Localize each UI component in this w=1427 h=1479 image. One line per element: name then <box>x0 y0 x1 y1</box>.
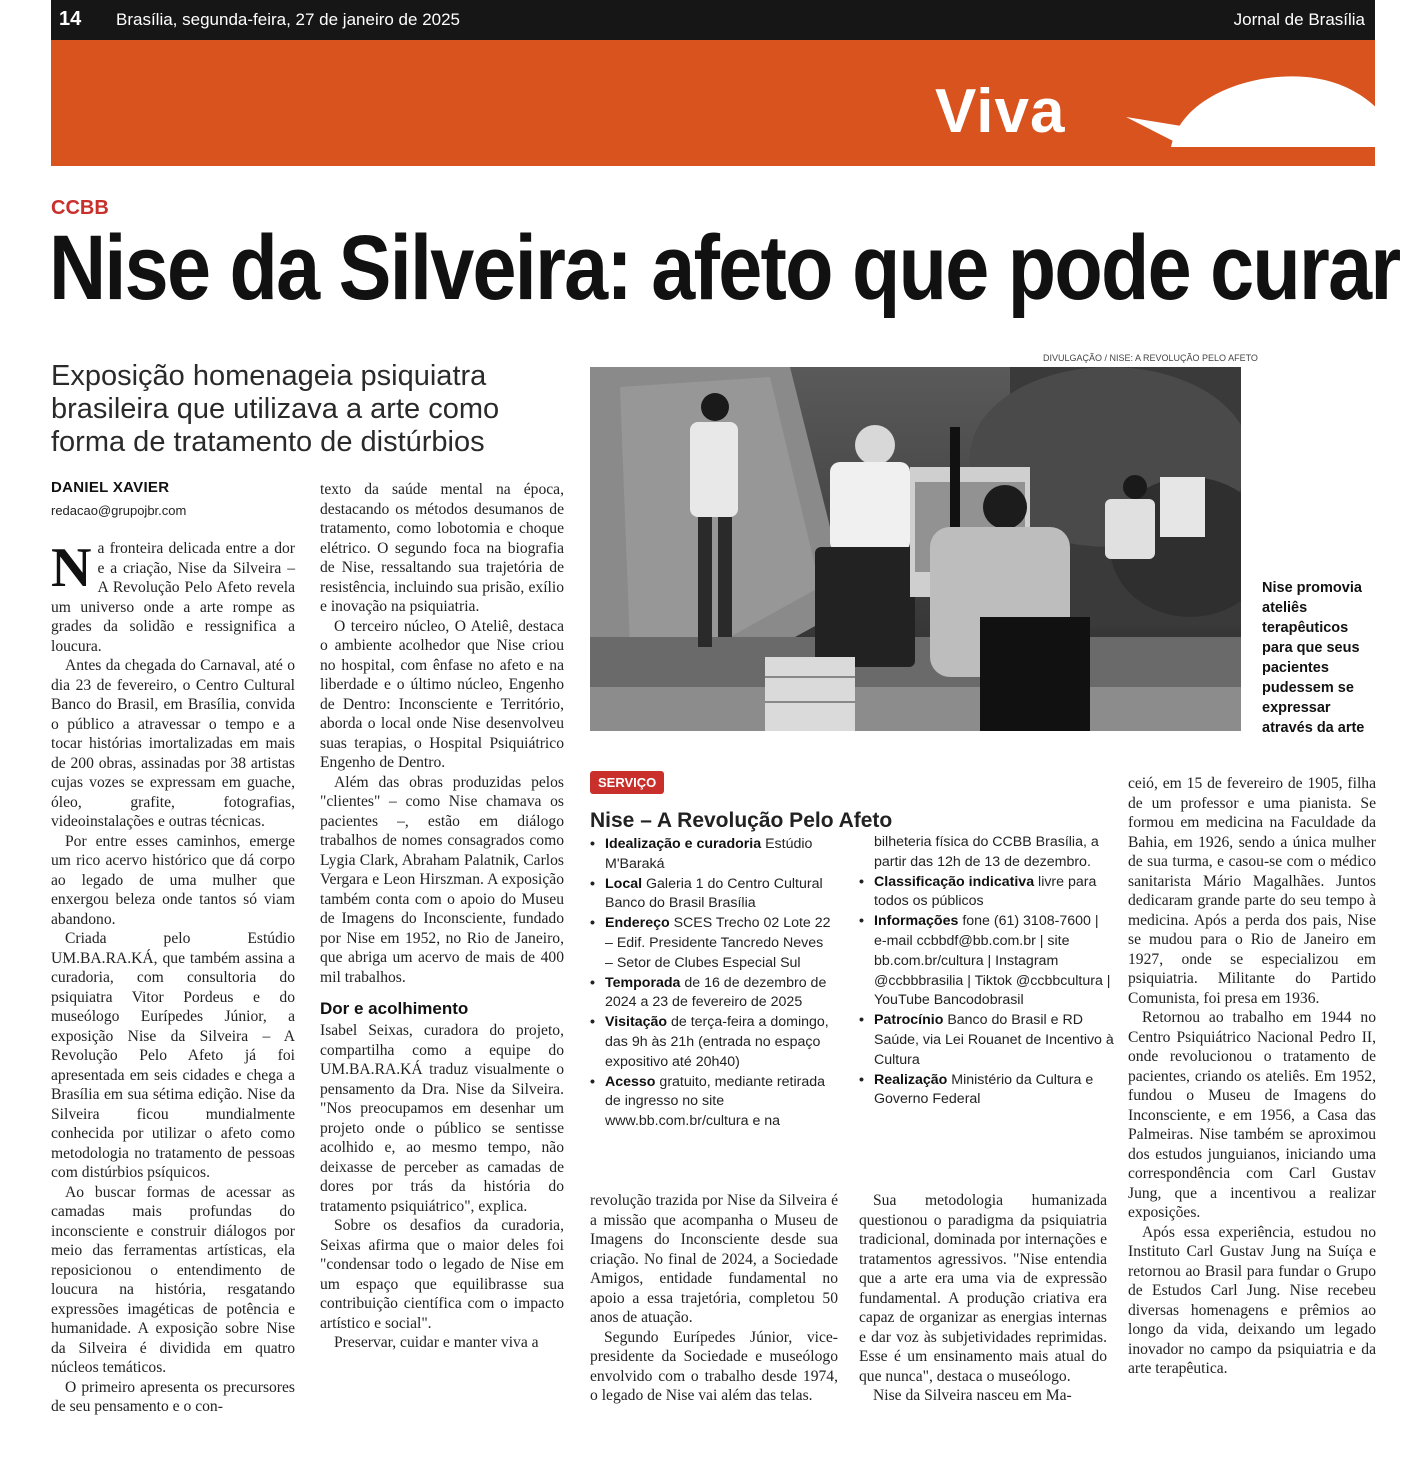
author-email: redacao@grupojbr.com <box>51 503 187 518</box>
servico-item: • Classificação indicativa livre para todos os públicos <box>859 873 1114 913</box>
article-column-3 <box>590 1191 838 1406</box>
newspaper-name: Jornal de Brasília <box>1233 10 1365 29</box>
paragraph: Sobre os desafios da curadoria, Seixas afirma que o maior deles foi "condensar todo o legado de Nise em um espaço que equilibrasse sua contribuição científica com o impacto artístico e social". <box>320 1217 564 1332</box>
paragraph: Além das obras produzidas pelos "clientes" – como Nise chamava os pacientes –, estão em diálogo trabalhos de nomes consagrados como Lygia Clark, Abraham Palatnik, Carlos Vergara e Leon Hirszman. A exposição também conta com o apoio do Museu de Imagens do Inconsciente, fundado por Nise em 1952, no Rio de Janeiro, que abriga um acervo de mais de 400 mil trabalhos. <box>320 773 564 986</box>
subheadline: Exposição homenageia psiquiatra brasileira que utilizava a arte como forma de tratamento de distúrbios <box>51 360 500 458</box>
servico-item: • Endereço SCES Trecho 02 Lote 22 – Edif. Presidente Tancredo Neves – Setor de Clubes Especial Sul <box>590 914 835 973</box>
headline: Nise da Silveira: afeto que pode curar <box>49 217 1400 319</box>
servico-item: • Visitação de terça-feira a domingo, das 9h às 21h (entrada no espaço expositivo até 20h40) <box>590 1013 835 1072</box>
servico-tag: SERVIÇO <box>590 771 664 794</box>
paragraph: texto da saúde mental na época, destacando os métodos desumanos de tratamento, como lobotomia e choque elétrico. O segundo foca na biografia de Nise, ressaltando sua trajetória de resistência, incluindo sua prisão, exílio e inovação na psiquiatria. <box>320 481 564 615</box>
article-column-5 <box>1128 774 1376 1379</box>
paragraph: Criada pelo Estúdio UM.BA.RA.KÁ, que também assina a curadoria, com consultoria do psiquiatra Vitor Pordeus e do museólogo Eurípedes Júnior, a exposição Nise da Silveira – A Revolução Pelo Afeto já foi apresentada em seis cidades e chega a Brasília em sua sétima edição. Nise da Silveira ficou mundialmente conhecida por utilizar o afeto como metodologia no tratamento de pessoas com distúrbios psíquicos. <box>51 930 295 1181</box>
paragraph: Após essa experiência, estudou no Instituto Carl Gustav Jung na Suíça e retornou ao Brasil para fundar o Grupo de Estudos Carl Jung. Nise recebeu diversas homenagens e prêmios ao longo da vida, deixando um legado inovador no campo da psiquiatria e da arte terapêutica. <box>1128 1223 1376 1377</box>
paragraph: Isabel Seixas, curadora do projeto, compartilha como a equipe do UM.BA.RA.KÁ traduz visualmente o pensamento da Dra. Nise da Silveira. "Nos preocupamos em desenhar um projeto onde o público se sentisse acolhido e, ao mesmo tempo, não deixasse de perceber as camadas de dores por trás da história do tratamento psiquiátrico", explica. <box>320 1022 564 1215</box>
servico-item: • Patrocínio Banco do Brasil e RD Saúde, via Lei Rouanet de Incentivo à Cultura <box>859 1011 1114 1070</box>
paragraph: O terceiro núcleo, O Ateliê, destaca o ambiente acolhedor que Nise criou no hospital, com ênfase no afeto e na liberdade e o último núcleo, Engenho de Dentro: Inconsciente e Território, aborda o local onde Nise desenvolveu suas terapias, o Hospital Psiquiátrico Engenho de Dentro. <box>320 617 564 771</box>
servico-item: • Acesso gratuito, mediante retirada de ingresso no site www.bb.com.br/cultura e na <box>590 1073 835 1132</box>
article-photo <box>590 367 1241 731</box>
photo-caption: Nise promovia ateliês terapêuticos para que seus pacientes pudessem se expressar através da arte <box>1262 580 1365 736</box>
article-column-2 <box>320 480 564 1353</box>
paragraph: Ao buscar formas de acessar as camadas mais profundas do inconsciente e construir diálogos por meio das ferramentas artísticas, ela reposicionou o entendimento de loucura na história, resgatando expressões imagéticas de potência e humanidade. A exposição sobre Nise da Silveira é dividida em quatro núcleos temáticos. <box>51 1183 295 1376</box>
paragraph: Retornou ao trabalho em 1944 no Centro Psiquiátrico Nacional Pedro II, onde revolucionou o tratamento de pacientes, criando os ateliês. Em 1952, fundou o Museu de Imagens do Inconsciente, e em 1956, a Casa das Palmeiras. Nise também se aproximou dos estudos junguianos, iniciando uma correspondência com Carl Gustav Jung, que a incentivou a realizar exposições. <box>1128 1009 1376 1221</box>
servico-list-right <box>859 833 1114 1110</box>
servico-item-continuation: bilheteria física do CCBB Brasília, a partir das 12h de 13 de dezembro. <box>874 834 1099 870</box>
page-header-bar <box>51 0 1375 40</box>
servico-item: • Local Galeria 1 do Centro Cultural Banco do Brasil Brasília <box>590 875 835 915</box>
paragraph: Antes da chegada do Carnaval, até o dia 23 de fevereiro, o Centro Cultural Banco do Brasil, em Brasília, convida o público a atravessar o tempo e a tocar histórias imortalizadas em mais de 200 obras, assinadas por 38 artistas cujas vozes se expressam em guache, óleo, grafite, fotografias, videoinstalações e outras técnicas. <box>51 657 295 830</box>
servico-list-left <box>590 835 835 1132</box>
paragraph: revolução trazida por Nise da Silveira é a missão que acompanha o Museu de Imagens do Inconsciente desde sua criação. No final de 2024, a Sociedade Amigos, entidade fundamental no apoio a essa trajetória, completou 50 anos de atuação. <box>590 1192 838 1326</box>
servico-title: Nise – A Revolução Pelo Afeto <box>590 809 893 832</box>
article-column-1 <box>51 539 295 1417</box>
author-byline: DANIEL XAVIER <box>51 479 170 496</box>
page-number: 14 <box>59 8 82 30</box>
paragraph: ceió, em 15 de fevereiro de 1905, filha de um professor e uma pianista. Se formou em medicina na Faculdade da Bahia, em 1926, sendo a única mulher de sua turma, e casou-se com o médico sanitarista Mário Magalhães. Juntos dedicaram grande parte do seu tempo à medicina. Após a perda dos pais, Nise se mudou para o Rio de Janeiro em 1927, onde se especializou em psiquiatria. Militante do Partido Comunista, foi presa em 1936. <box>1128 775 1376 1007</box>
dateline: Brasília, segunda-feira, 27 de janeiro de 2025 <box>116 10 461 29</box>
paragraph: O primeiro apresenta os precursores de seu pensamento e o con- <box>51 1378 295 1415</box>
servico-item: • Temporada de 16 de dezembro de 2024 a 23 de fevereiro de 2025 <box>590 974 835 1014</box>
section-name: Viva <box>935 77 1066 146</box>
article-column-4 <box>859 1191 1107 1406</box>
section-banner <box>51 40 1375 166</box>
servico-item: • Idealização e curadoria Estúdio M'Baraká <box>590 835 835 875</box>
paragraph: Segundo Eurípedes Júnior, vice-presidente da Sociedade e museólogo envolvido com o trabalho desde 1974, o legado de Nise vai além das telas. <box>590 1328 838 1404</box>
photo-credit: DIVULGAÇÃO / NISE: A REVOLUÇÃO PELO AFETO <box>1043 353 1258 363</box>
paragraph: Sua metodologia humanizada questionou o paradigma da psiquiatria tradicional, dominada por internações e tratamentos agressivos. "Nise entendia que a arte era uma via de expressão fundamental. A produção criativa era capaz de organizar as energias internas e dar voz às subjetividades reprimidas. Esse é um ensinamento mais atual do que nunca", destaca o museólogo. <box>859 1192 1107 1385</box>
section-subtitle: Dor e acolhimento <box>320 999 469 1018</box>
servico-item: • Informações fone (61) 3108-7600 | e-mail ccbbdf@bb.com.br | site bb.com.br/cultura | Instagram @ccbbbrasilia | Tiktok @ccbbcultura | YouTube Bancodobrasil <box>859 912 1114 1011</box>
drop-cap: N <box>51 537 92 599</box>
dome-logo-icon <box>1121 72 1411 147</box>
section-tag: CCBB <box>51 197 109 219</box>
paragraph: Por entre esses caminhos, emerge um rico acervo histórico que dá corpo ao legado de uma mulher que enxergou beleza onde tantos só viam abandono. <box>51 832 295 928</box>
paragraph: Na fronteira delicada entre a dor e a criação, Nise da Silveira – A Revolução Pelo Afeto revela um universo onde a arte rompe as grades da solidão e ressignifica a loucura. <box>51 537 295 655</box>
paragraph: Preservar, cuidar e manter viva a <box>334 1334 539 1351</box>
servico-item: • Realização Ministério da Cultura e Governo Federal <box>859 1071 1114 1111</box>
paragraph: Nise da Silveira nasceu em Ma- <box>873 1387 1072 1404</box>
